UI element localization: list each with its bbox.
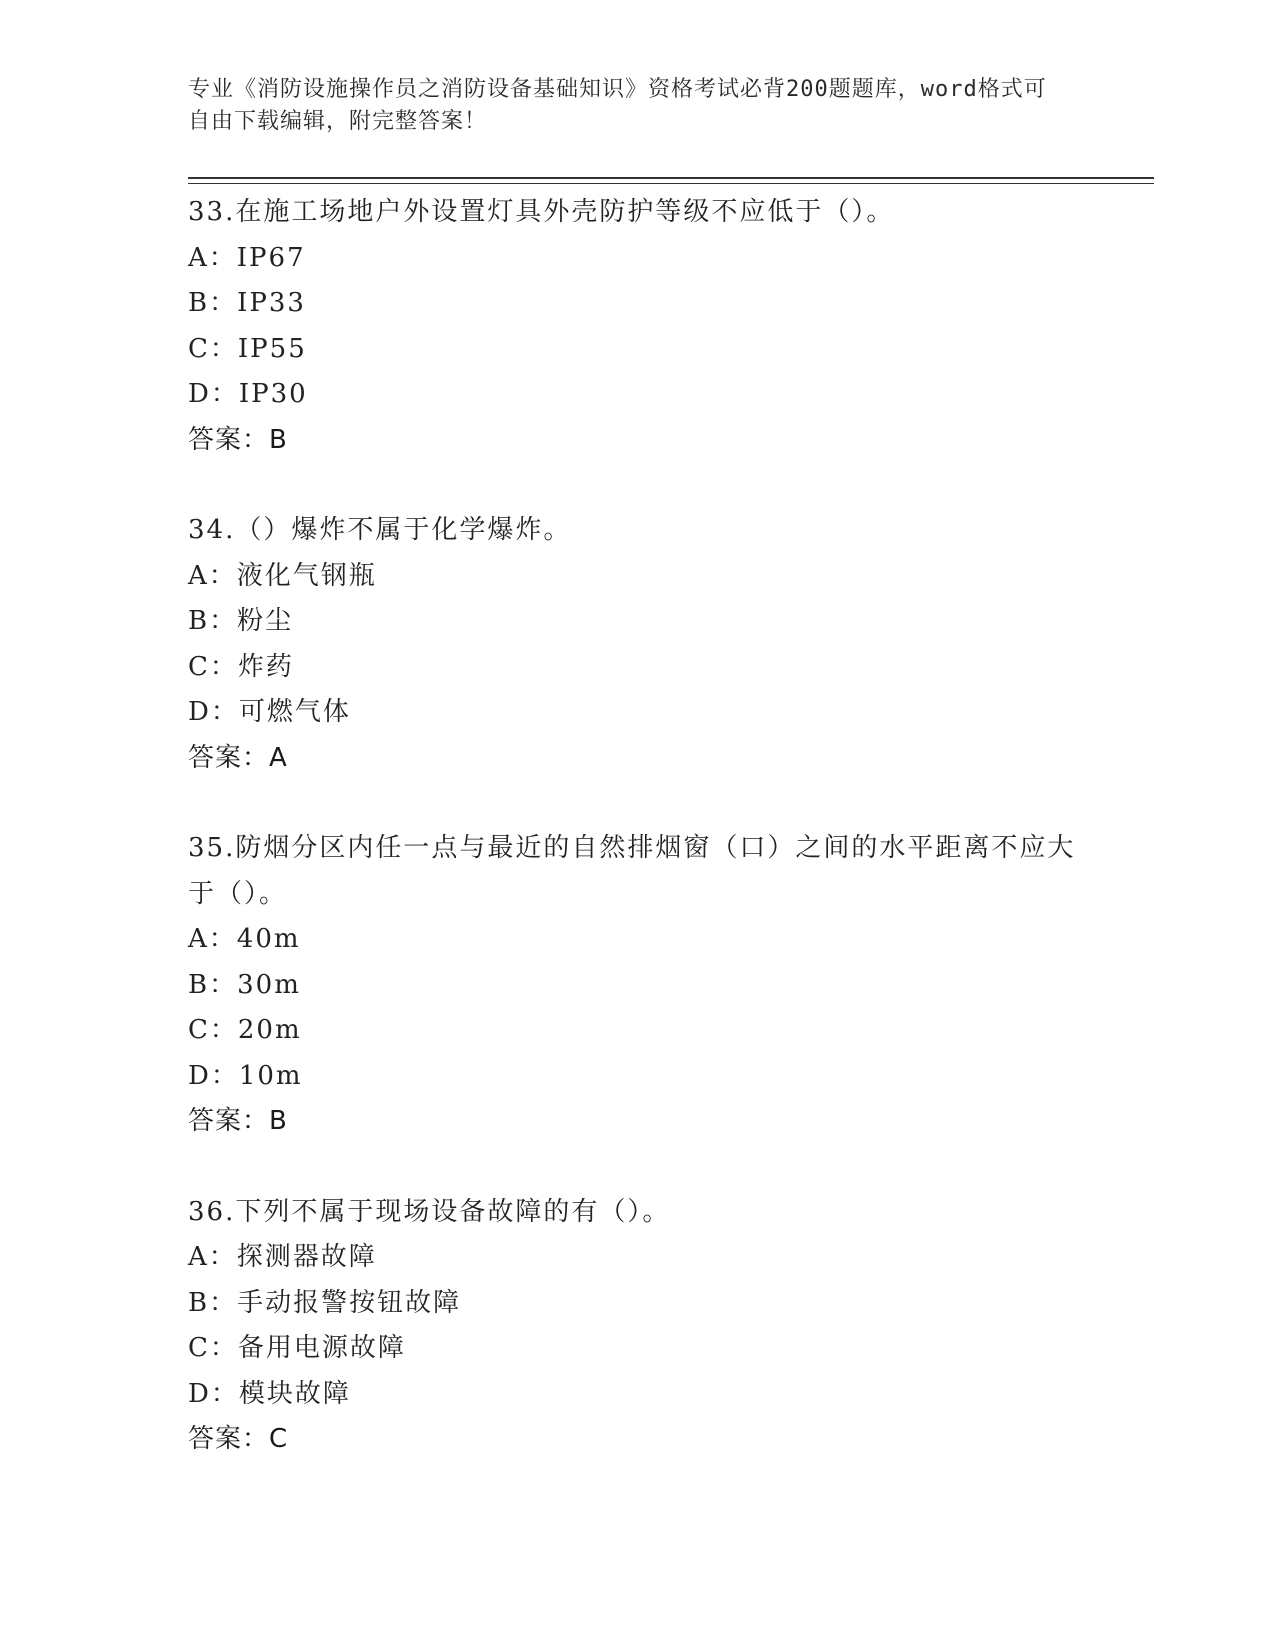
question-33 <box>188 190 1088 463</box>
question-stem: 34.（）爆炸不属于化学爆炸。 <box>188 515 572 545</box>
option-b: B：手动报警按钮故障 <box>188 1287 462 1318</box>
question-34 <box>188 508 1088 781</box>
option-c: C：20m <box>188 1015 302 1045</box>
header-divider-thin <box>188 183 1154 184</box>
question-stem: 33.在施工场地户外设置灯具外壳防护等级不应低于（）。 <box>188 197 895 227</box>
option-d: D：IP30 <box>188 379 308 409</box>
option-a: A：40m <box>188 924 301 954</box>
option-b: B：IP33 <box>188 288 306 318</box>
answer-line: 答案：C <box>188 1424 289 1454</box>
option-a: A：液化气钢瓶 <box>188 560 377 591</box>
answer-line: 答案：B <box>188 424 288 455</box>
header-divider-thick <box>188 177 1154 179</box>
option-d: D：可燃气体 <box>188 697 351 727</box>
option-d: D：10m <box>188 1060 303 1091</box>
question-stem: 36.下列不属于现场设备故障的有（）。 <box>188 1196 671 1227</box>
question-list <box>188 190 1088 1463</box>
option-b: B：30m <box>188 969 301 1000</box>
option-a: A：IP67 <box>188 242 306 273</box>
option-c: C：炸药 <box>188 651 294 682</box>
option-b: B：粉尘 <box>188 606 294 636</box>
question-36 <box>188 1190 1088 1463</box>
option-c: C：IP55 <box>188 333 307 364</box>
option-a: A：探测器故障 <box>188 1242 377 1272</box>
option-c: C：备用电源故障 <box>188 1333 406 1363</box>
question-35 <box>188 826 1088 1145</box>
answer-line: 答案：B <box>188 1106 288 1136</box>
answer-line: 答案：A <box>188 742 288 773</box>
option-d: D：模块故障 <box>188 1378 351 1409</box>
document-header: 专业《消防设施操作员之消防设备基础知识》资格考试必背200题题库，word格式可自由下载编辑，附完整答案！ <box>188 77 1047 134</box>
question-stem: 35.防烟分区内任一点与最近的自然排烟窗（口）之间的水平距离不应大于（）。 <box>188 833 1076 909</box>
